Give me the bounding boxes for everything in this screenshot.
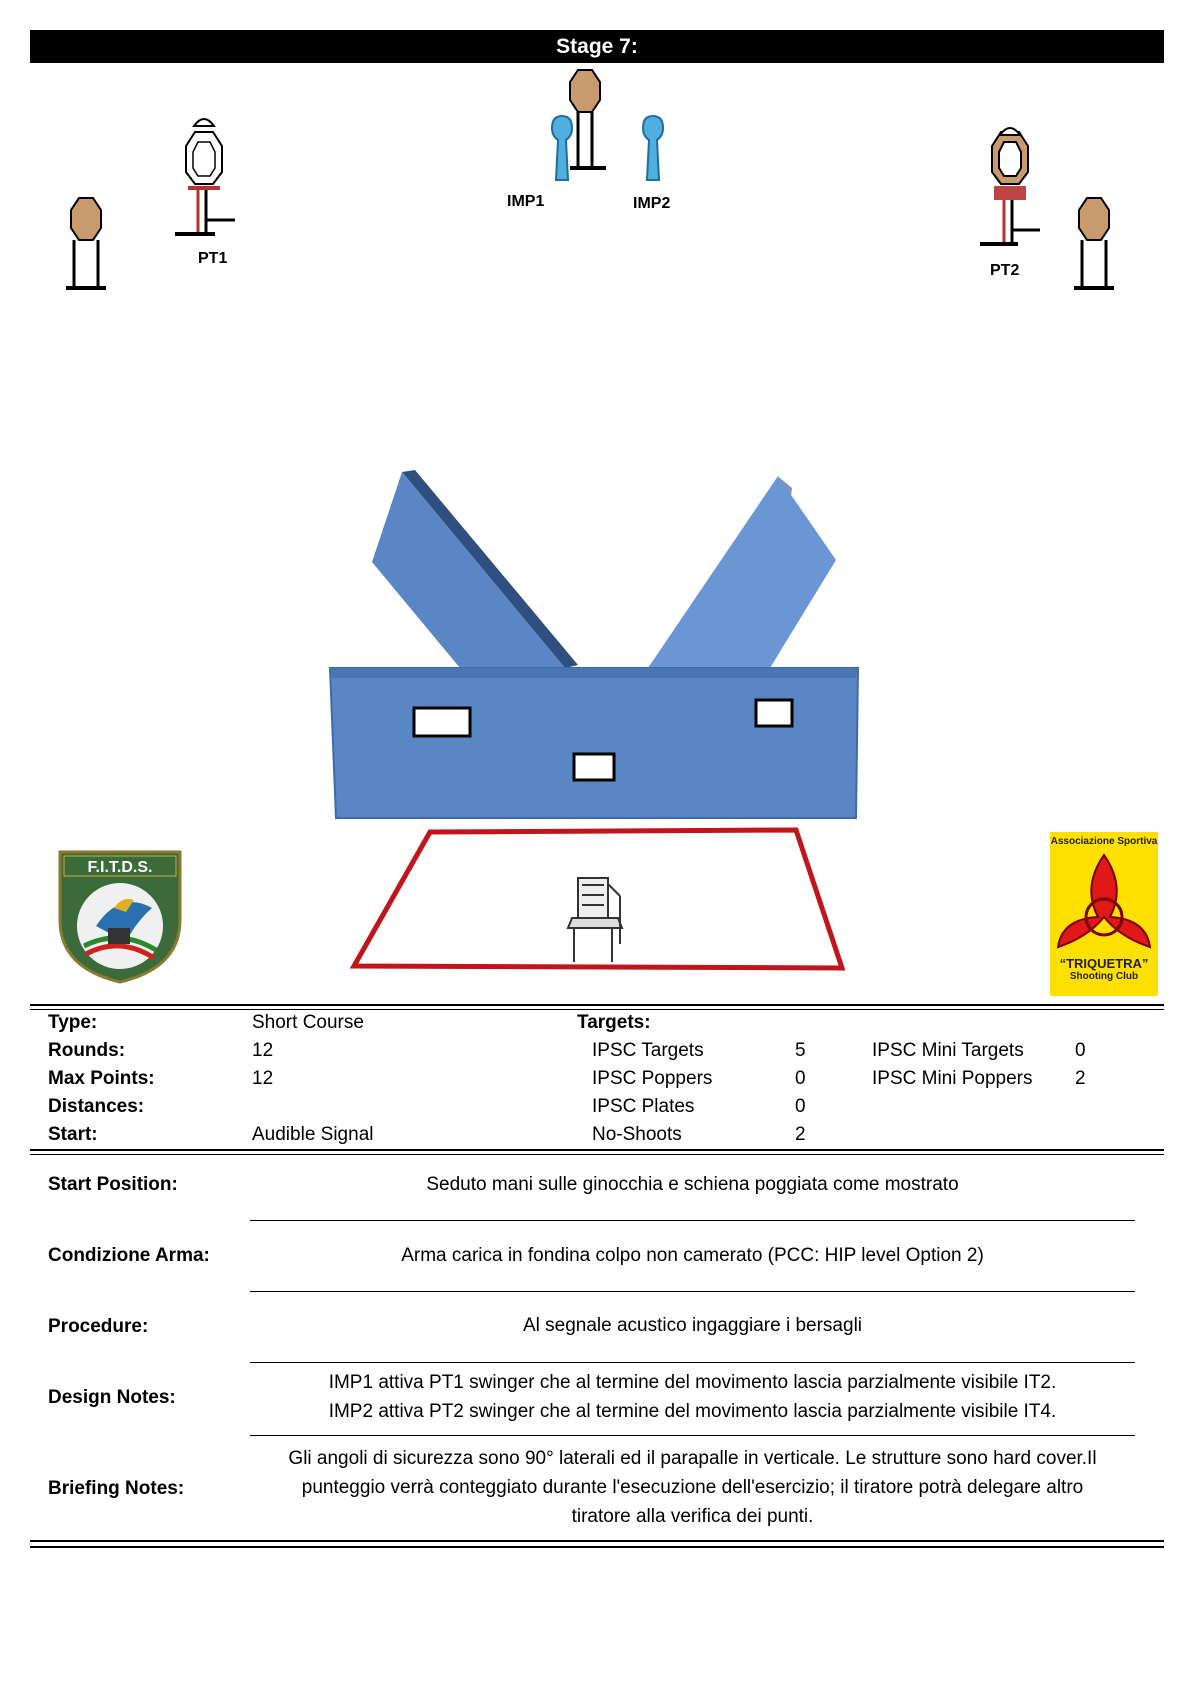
design-notes-label: Design Notes: bbox=[48, 1387, 176, 1408]
targets-list: IPSC Targets IPSC Poppers IPSC Plates No-Shoots bbox=[592, 1040, 713, 1145]
chair bbox=[568, 878, 622, 962]
center-target bbox=[570, 70, 606, 168]
label-imp2: IMP2 bbox=[633, 195, 671, 212]
fitds-logo bbox=[56, 850, 184, 984]
mini-targets-counts: 0 2 bbox=[1075, 1040, 1086, 1089]
left-target bbox=[66, 198, 106, 288]
condizione-text: Arma carica in fondina colpo non camerato (PCC: HIP level Option 2) bbox=[401, 1245, 984, 1266]
targets-diagram bbox=[0, 60, 1191, 360]
port-right bbox=[756, 700, 792, 726]
label-imp1: IMP1 bbox=[507, 193, 545, 210]
swinger-pt2 bbox=[980, 128, 1040, 244]
start-position-text: Seduto mani sulle ginocchia e schiena poggiata come mostrato bbox=[426, 1174, 959, 1195]
label-pt2: PT2 bbox=[990, 262, 1020, 279]
info-labels: Type: Rounds: Max Points: Distances: Start: bbox=[48, 1012, 155, 1145]
start-position-label: Start Position: bbox=[48, 1174, 178, 1195]
procedure-label: Procedure: bbox=[48, 1316, 149, 1337]
swinger-pt1 bbox=[175, 119, 235, 234]
popper-imp1 bbox=[552, 116, 572, 180]
stage-title: Stage 7: bbox=[556, 35, 638, 58]
port-left bbox=[414, 708, 470, 736]
info-values: Short Course 12 12 Audible Signal bbox=[252, 1012, 374, 1145]
info-top-rule bbox=[30, 1004, 1164, 1006]
targets-heading: Targets: bbox=[577, 1012, 651, 1033]
briefing-notes-label: Briefing Notes: bbox=[48, 1478, 185, 1499]
label-pt1: PT1 bbox=[198, 250, 228, 267]
triquetra-icon bbox=[1050, 847, 1158, 957]
svg-text:F.I.T.D.S.: F.I.T.D.S. bbox=[87, 859, 153, 876]
barricade-diagram bbox=[300, 460, 860, 980]
front-wall bbox=[330, 668, 858, 818]
right-target bbox=[1074, 198, 1114, 288]
triquetra-logo: Associazione Sportiva “TRIQUETRA” Shooting Club bbox=[1050, 832, 1158, 996]
right-wing-wall bbox=[648, 476, 836, 668]
targets-counts: 5 0 0 2 bbox=[795, 1040, 806, 1145]
popper-imp2 bbox=[643, 116, 663, 180]
stage-title-bar bbox=[30, 30, 1164, 63]
condizione-label: Condizione Arma: bbox=[48, 1245, 210, 1266]
mini-targets-list: IPSC Mini Targets IPSC Mini Poppers bbox=[872, 1040, 1033, 1089]
port-center bbox=[574, 754, 614, 780]
procedure-text: Al segnale acustico ingaggiare i bersagli bbox=[522, 1315, 863, 1336]
design-notes-text: IMP1 attiva PT1 swinger che al termine del movimento lascia parzialmente visibile IT2. IMP2 attiva PT2 swinger che al termine del movimento lascia parzialmente visibile IT4. bbox=[328, 1372, 1057, 1422]
briefing-notes-text: Gli angoli di sicurezza sono 90° laterali ed il parapalle in verticale. Le strutture sono hard cover.Il punteggio verrà conteggiato durante l'esecuzione dell'esercizio; il tiratore potrà delegare altro tiratore alla verifica dei punti. bbox=[288, 1448, 1097, 1527]
left-wing-wall bbox=[372, 470, 578, 668]
